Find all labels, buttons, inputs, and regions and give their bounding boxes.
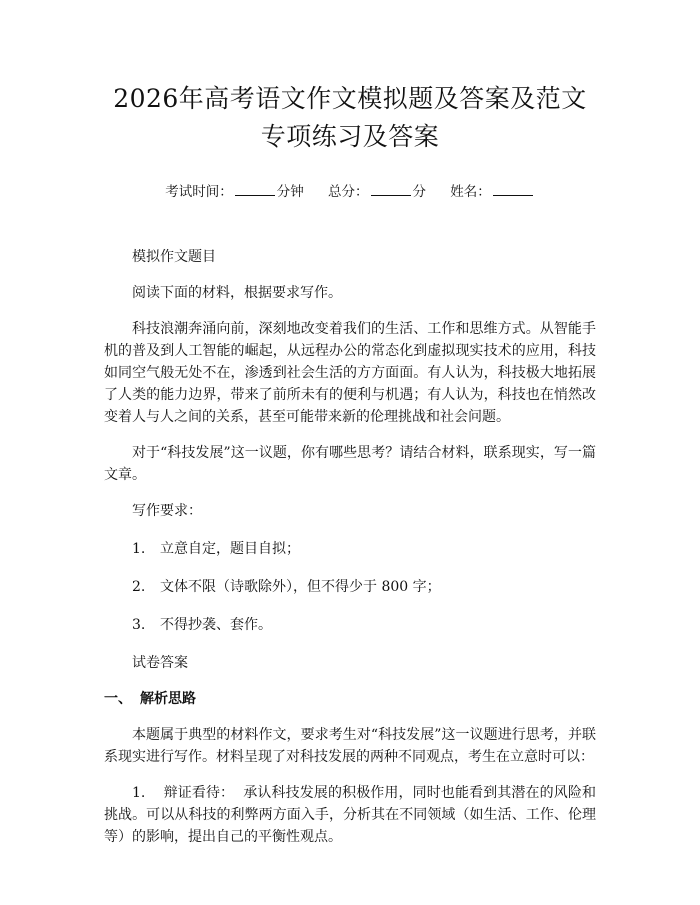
requirement-number: 3. xyxy=(132,617,146,633)
exam-name xyxy=(450,182,535,202)
analysis-point-text: 承认科技发展的积极作用，同时也能看到其潜在的风险和挑战。可以从科技的利弊两方面入手，分析其在不同领域（如生活、工作、伦理等）的影响，提出自己的平衡性观点。 xyxy=(104,785,596,845)
analysis-intro: 本题属于典型的材料作文，要求考生对“科技发展”这一议题进行思考，并联系现实进行写作。材料呈现了对科技发展的两种不同观点，考生在立意时可以： xyxy=(104,727,596,765)
exam-score-label: 总分： xyxy=(328,184,369,200)
requirement-text: 文体不限（诗歌除外），但不得少于 800 字； xyxy=(160,579,441,595)
answer-label: 试卷答案 xyxy=(132,655,188,671)
document-title: 2026年高考语文作文模拟题及答案及范文专项练习及答案 xyxy=(113,84,587,151)
instruction-text: 阅读下面的材料，根据要求写作。 xyxy=(132,285,342,301)
exam-info-line xyxy=(104,182,596,202)
exam-name-blank xyxy=(493,183,533,196)
prompt-heading: 模拟作文题目 xyxy=(132,249,216,265)
section-heading xyxy=(104,688,596,710)
requirement-item xyxy=(104,614,596,636)
exam-time-unit: 分钟 xyxy=(276,184,304,200)
analysis-point xyxy=(104,782,596,848)
requirement-text: 立意自定，题目自拟； xyxy=(160,541,300,557)
requirement-text: 不得抄袭、套作。 xyxy=(160,617,272,633)
exam-time-label: 考试时间： xyxy=(165,184,233,200)
analysis-point-lead: 辩证看待： xyxy=(163,785,235,801)
requirement-item xyxy=(104,576,596,598)
exam-score-unit: 分 xyxy=(412,184,426,200)
section-title: 解析思路 xyxy=(140,691,196,707)
question-paragraph: 对于“科技发展”这一议题，你有哪些思考？请结合材料，联系现实，写一篇文章。 xyxy=(104,445,596,483)
document-body xyxy=(104,246,596,848)
requirement-number: 1. xyxy=(132,541,146,557)
requirements-label: 写作要求： xyxy=(132,503,202,519)
exam-name-label: 姓名： xyxy=(450,184,491,200)
analysis-point-number: 1. xyxy=(132,785,146,801)
exam-score xyxy=(328,182,426,202)
exam-score-blank xyxy=(371,183,411,196)
exam-time-blank xyxy=(235,183,275,196)
section-number: 一、 xyxy=(104,691,132,707)
exam-time xyxy=(165,182,304,202)
material-paragraph: 科技浪潮奔涌向前，深刻地改变着我们的生活、工作和思维方式。从智能手机的普及到人工智能的崛起，从远程办公的常态化到虚拟现实技术的应用，科技如同空气般无处不在，渗透到社会生活的方方面面。有人认为，科技极大地拓展了人类的能力边界，带来了前所未有的便利与机遇；有人认为，科技也在悄然改变着人与人之间的关系，甚至可能带来新的伦理挑战和社会问题。 xyxy=(104,321,596,425)
requirement-item xyxy=(104,538,596,560)
requirement-number: 2. xyxy=(132,579,146,595)
